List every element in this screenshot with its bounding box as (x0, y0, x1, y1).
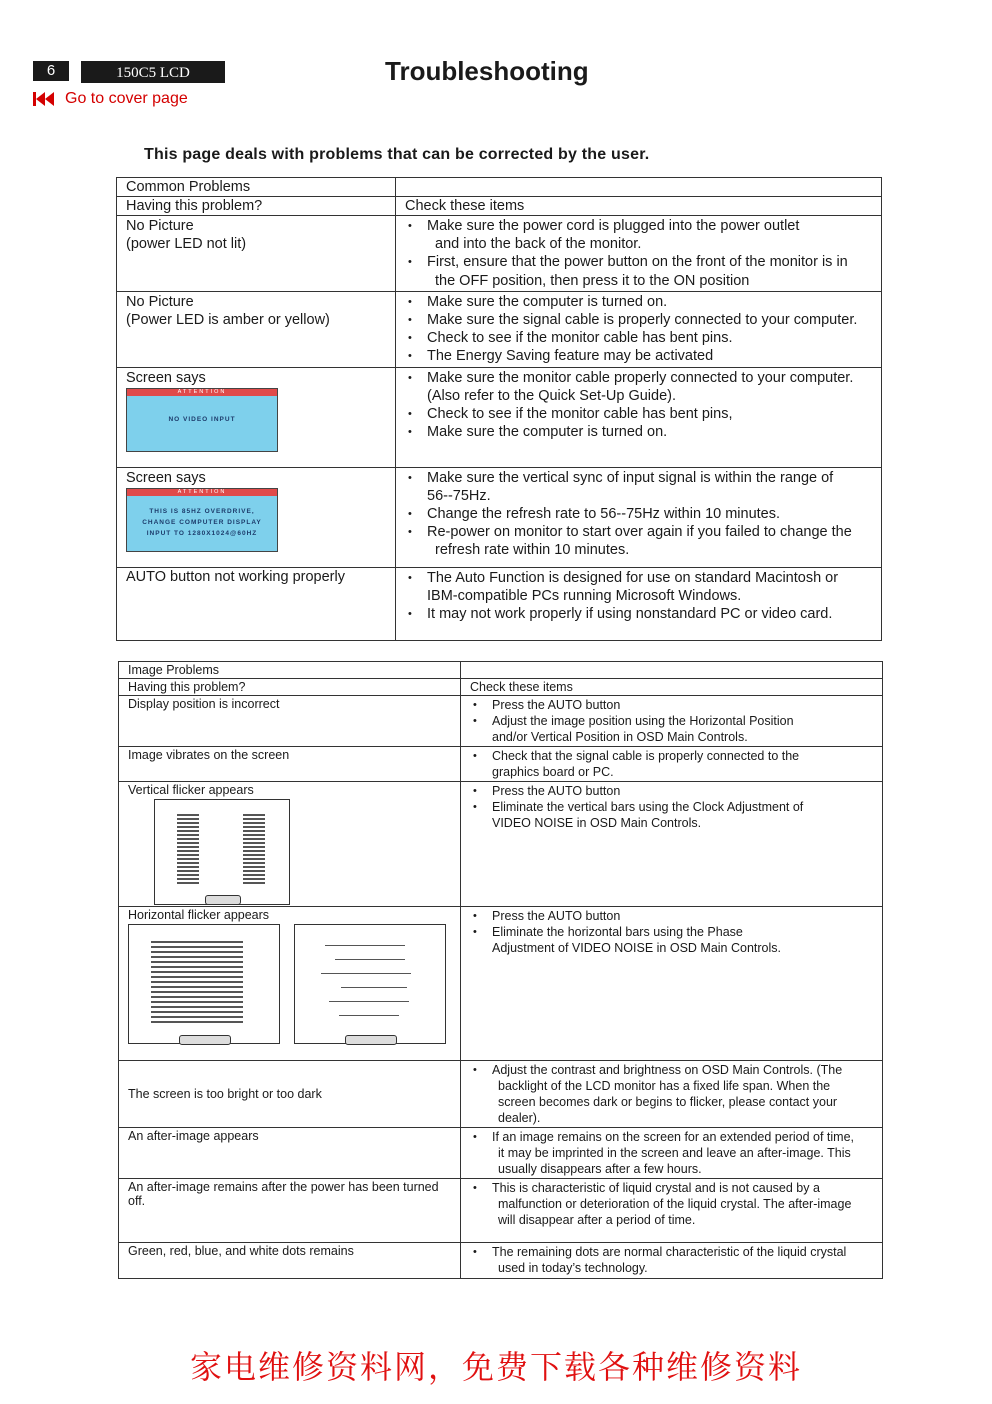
problem-text: An after-image remains after the power has been turned off. (119, 1179, 461, 1243)
osd-message: INPUT TO 1280X1024@60HZ (146, 529, 258, 537)
problem-text: Green, red, blue, and white dots remains (119, 1243, 461, 1279)
table-row (119, 747, 883, 782)
problem-line: Screen says (126, 369, 206, 386)
table-row (117, 367, 882, 467)
osd-screenshot (126, 488, 278, 552)
list-item: • Make sure the power cord is plugged into the power outlet and into the back of the monitor. (405, 217, 872, 253)
common-col2-header: Check these items (396, 197, 882, 216)
page-title: Troubleshooting (385, 56, 589, 86)
intro-text: This page deals with problems that can be corrected by the user. (144, 146, 650, 163)
list-item: • Make sure the monitor cable properly connected to your computer. (Also refer to the Quick Set-Up Guide). (405, 369, 872, 405)
image-problems-table (118, 661, 883, 1279)
list-item: • Make sure the signal cable is properly connected to your computer. (405, 311, 872, 329)
list-item: • First, ensure that the power button on the front of the monitor is in the OFF position, then press it to the ON position (405, 253, 872, 289)
list-item: • Re-power on monitor to start over again if you failed to change the refresh rate within 10 minutes. (405, 523, 872, 559)
list-item: • The remaining dots are normal characteristic of the liquid crystal used in today’s technology. (470, 1244, 873, 1276)
table-row (119, 1061, 883, 1128)
list-item: • Make sure the vertical sync of input signal is within the range of 56--75Hz. (405, 469, 872, 505)
list-item: • The Energy Saving feature may be activated (405, 347, 872, 365)
problem-text: The screen is too bright or too dark (119, 1061, 461, 1128)
table-row (119, 1128, 883, 1179)
list-item: • Adjust the contrast and brightness on OSD Main Controls. (The backlight of the LCD monitor has a fixed life span. When the screen becomes dark or begins to flicker, please contact your dealer). (470, 1062, 873, 1126)
model-label: 150C5 LCD (81, 61, 225, 83)
problem-text: Vertical flicker appears (128, 783, 254, 797)
problem-line: (power LED not lit) (126, 236, 247, 253)
image-heading-blank (461, 662, 883, 679)
image-col1-header: Having this problem? (119, 679, 461, 696)
common-heading: Common Problems (117, 178, 396, 197)
horizontal-flicker-illustration (294, 924, 446, 1044)
table-row (119, 1179, 883, 1243)
list-item: • Check that the signal cable is properly connected to the graphics board or PC. (470, 748, 873, 780)
list-item: • The Auto Function is designed for use on standard Macintosh or IBM-compatible PCs running Microsoft Windows. (405, 569, 872, 605)
list-item: • Eliminate the vertical bars using the Clock Adjustment of VIDEO NOISE in OSD Main Controls. (470, 799, 873, 831)
osd-message: THIS IS 85HZ OVERDRIVE, (149, 507, 255, 515)
vertical-flicker-illustration (154, 799, 290, 905)
problem-line: No Picture (126, 293, 194, 310)
table-row (119, 1243, 883, 1279)
table-row (117, 216, 882, 292)
osd-attention-bar: ATTENTION (127, 389, 277, 396)
table-row (117, 567, 882, 640)
page-number: 6 (33, 61, 69, 81)
osd-message: CHANGE COMPUTER DISPLAY (142, 518, 262, 526)
list-item: • Press the AUTO button (470, 783, 873, 799)
problem-text: Display position is incorrect (119, 696, 461, 747)
list-item: • Adjust the image position using the Horizontal Position and/or Vertical Position in OSD Main Controls. (470, 713, 873, 745)
list-item: • Press the AUTO button (470, 908, 873, 924)
problem-line: No Picture (126, 218, 194, 234)
problem-text: Horizontal flicker appears (128, 908, 270, 922)
list-item: • If an image remains on the screen for an extended period of time, it may be imprinted in the screen and leave an after-image. This usually disappears after a few hours. (470, 1129, 873, 1177)
cover-link-label: Go to cover page (65, 90, 188, 107)
image-heading: Image Problems (119, 662, 461, 679)
list-item: • Eliminate the horizontal bars using the Phase Adjustment of VIDEO NOISE in OSD Main Controls. (470, 924, 873, 956)
problem-line: (Power LED is amber or yellow) (126, 312, 330, 329)
go-to-cover-link[interactable] (33, 89, 188, 109)
table-row (117, 291, 882, 367)
osd-attention-bar: ATTENTION (127, 489, 277, 496)
problem-line: Screen says (126, 469, 206, 486)
list-item: • Make sure the computer is turned on. (405, 423, 872, 441)
skip-back-icon (33, 91, 57, 107)
common-problems-table (116, 177, 882, 641)
list-item: • Press the AUTO button (470, 697, 873, 713)
footer-chinese-banner: 家电维修资料网，免费下载各种维修资料 (189, 1348, 802, 1386)
osd-message: NO VIDEO INPUT (168, 415, 236, 423)
problem-text: An after-image appears (119, 1128, 461, 1179)
table-row (117, 467, 882, 567)
list-item: • Make sure the computer is turned on. (405, 293, 872, 311)
table-row (119, 782, 883, 907)
table-row (119, 696, 883, 747)
table-row (119, 907, 883, 1061)
list-item: • Check to see if the monitor cable has bent pins, (405, 405, 872, 423)
image-col2-header: Check these items (461, 679, 883, 696)
list-item: • Check to see if the monitor cable has bent pins. (405, 329, 872, 347)
osd-screenshot (126, 388, 278, 452)
common-col1-header: Having this problem? (117, 197, 396, 216)
problem-line: AUTO button not working properly (117, 567, 396, 640)
horizontal-flicker-illustration (128, 924, 280, 1044)
common-heading-blank (396, 178, 882, 197)
list-item: • It may not work properly if using nonstandard PC or video card. (405, 605, 872, 623)
problem-text: Image vibrates on the screen (119, 747, 461, 782)
list-item: • This is characteristic of liquid crystal and is not caused by a malfunction or deterioration of the liquid crystal. The after-image will disappear after a period of time. (470, 1180, 873, 1228)
list-item: • Change the refresh rate to 56--75Hz within 10 minutes. (405, 505, 872, 523)
